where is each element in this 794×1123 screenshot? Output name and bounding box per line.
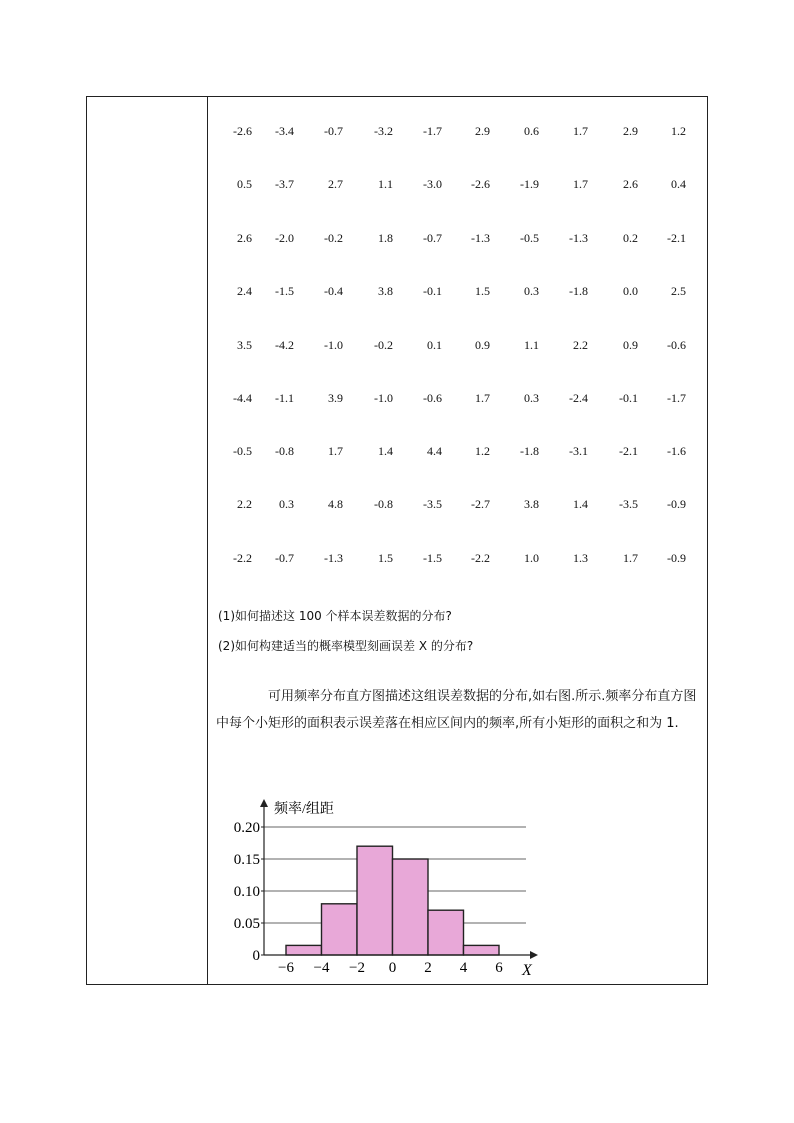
data-cell: 2.9 xyxy=(475,124,490,138)
data-cell: -0.8 xyxy=(374,497,393,511)
data-cell: -0.9 xyxy=(667,497,686,511)
data-cell: -1.5 xyxy=(275,284,294,298)
x-tick-label: −4 xyxy=(313,960,330,976)
data-cell: 1.5 xyxy=(475,284,490,298)
y-tick-label: 0.10 xyxy=(233,884,260,900)
data-row xyxy=(208,548,707,568)
data-cell: -1.0 xyxy=(324,338,343,352)
data-cell: 4.8 xyxy=(328,497,343,511)
data-cell: -1.3 xyxy=(471,231,490,245)
data-cell: 0.9 xyxy=(623,338,638,352)
data-cell: -3.1 xyxy=(569,444,588,458)
x-tick-label: −6 xyxy=(278,960,294,976)
data-cell: 2.6 xyxy=(237,231,252,245)
data-cell: 1.4 xyxy=(378,444,393,458)
explanation-text: 可用频率分布直方图描述这组误差数据的分布,如右图.所示.频率分布直方图中每个小矩形的面积表示误差落在相应区间内的频率,所有小矩形的面积之和为 1. xyxy=(216,689,697,731)
data-row xyxy=(208,441,707,461)
data-cell: 2.4 xyxy=(237,284,252,298)
data-cell: -0.8 xyxy=(275,444,294,458)
data-cell: 3.8 xyxy=(524,497,539,511)
x-tick-label: 2 xyxy=(424,960,432,976)
y-axis-label: 频率/组距 xyxy=(274,802,334,817)
data-cell: -0.6 xyxy=(667,338,686,352)
data-cell: 1.4 xyxy=(573,497,588,511)
data-cell: 1.5 xyxy=(378,551,393,565)
data-cell: -2.1 xyxy=(619,444,638,458)
data-row xyxy=(208,281,707,301)
data-cell: 1.2 xyxy=(671,124,686,138)
histogram-bar xyxy=(428,910,464,955)
data-cell: -1.1 xyxy=(275,391,294,405)
y-tick-label: 0.15 xyxy=(233,852,260,868)
histogram-bar xyxy=(357,846,393,955)
data-cell: -0.1 xyxy=(423,284,442,298)
data-cell: -0.9 xyxy=(667,551,686,565)
data-cell: 1.0 xyxy=(524,551,539,565)
x-axis-label: X xyxy=(522,962,532,979)
data-cell: 1.7 xyxy=(328,444,343,458)
data-cell: 2.7 xyxy=(328,177,343,191)
data-cell: -1.5 xyxy=(423,551,442,565)
data-cell: 0.2 xyxy=(623,231,638,245)
x-axis-arrow xyxy=(530,951,538,959)
data-cell: 1.7 xyxy=(623,551,638,565)
data-cell: -3.0 xyxy=(423,177,442,191)
data-cell: -0.5 xyxy=(520,231,539,245)
data-cell: 0.0 xyxy=(623,284,638,298)
data-cell: -2.6 xyxy=(471,177,490,191)
histogram-bar xyxy=(393,859,429,955)
data-cell: -1.7 xyxy=(667,391,686,405)
data-cell: -0.2 xyxy=(374,338,393,352)
data-cell: -0.7 xyxy=(423,231,442,245)
histogram-bar xyxy=(322,904,358,955)
data-cell: -2.0 xyxy=(275,231,294,245)
data-cell: 0.3 xyxy=(279,497,294,511)
histogram-bar xyxy=(286,945,322,955)
histogram-bar xyxy=(464,945,500,955)
data-row xyxy=(208,494,707,514)
data-cell: 0.4 xyxy=(671,177,686,191)
data-cell: -0.5 xyxy=(233,444,252,458)
data-cell: -1.7 xyxy=(423,124,442,138)
data-cell: -2.2 xyxy=(471,551,490,565)
data-cell: -1.6 xyxy=(667,444,686,458)
data-row xyxy=(208,228,707,248)
data-cell: -1.3 xyxy=(569,231,588,245)
explanation-paragraph xyxy=(216,683,698,737)
x-tick-label: 6 xyxy=(495,960,503,976)
data-cell: -0.7 xyxy=(324,124,343,138)
y-axis-arrow xyxy=(260,799,268,807)
data-cell: -3.5 xyxy=(423,497,442,511)
data-cell: 3.8 xyxy=(378,284,393,298)
data-cell: 3.9 xyxy=(328,391,343,405)
data-cell: 0.6 xyxy=(524,124,539,138)
data-row xyxy=(208,335,707,355)
x-tick-label: 0 xyxy=(388,960,397,976)
data-cell: 1.3 xyxy=(573,551,588,565)
data-cell: -2.2 xyxy=(233,551,252,565)
data-cell: 4.4 xyxy=(427,444,442,458)
data-cell: 1.1 xyxy=(524,338,539,352)
data-cell: -1.8 xyxy=(520,444,539,458)
data-cell: -0.1 xyxy=(619,391,638,405)
data-cell: -1.0 xyxy=(374,391,393,405)
data-cell: 2.2 xyxy=(237,497,252,511)
data-cell: -3.2 xyxy=(374,124,393,138)
data-cell: 1.7 xyxy=(573,177,588,191)
data-cell: -0.6 xyxy=(423,391,442,405)
data-row xyxy=(208,121,707,141)
data-cell: -2.6 xyxy=(233,124,252,138)
data-cell: 0.3 xyxy=(524,391,539,405)
data-cell: 1.2 xyxy=(475,444,490,458)
data-cell: -3.5 xyxy=(619,497,638,511)
data-cell: 1.8 xyxy=(378,231,393,245)
data-row xyxy=(208,388,707,408)
data-row xyxy=(208,174,707,194)
data-cell: -1.9 xyxy=(520,177,539,191)
data-cell: 2.6 xyxy=(623,177,638,191)
data-cell: -2.7 xyxy=(471,497,490,511)
data-cell: 0.3 xyxy=(524,284,539,298)
y-tick-label: 0.05 xyxy=(233,916,260,932)
x-tick-label: −2 xyxy=(349,960,365,976)
data-cell: 3.5 xyxy=(237,338,252,352)
content-table xyxy=(86,96,708,985)
data-cell: -2.1 xyxy=(667,231,686,245)
histogram-svg xyxy=(208,797,538,987)
data-cell: -0.2 xyxy=(324,231,343,245)
data-cell: -3.7 xyxy=(275,177,294,191)
data-cell: -3.4 xyxy=(275,124,294,138)
data-cell: 1.7 xyxy=(573,124,588,138)
right-cell xyxy=(208,97,707,984)
y-tick-label: 0.20 xyxy=(233,820,260,836)
histogram-chart xyxy=(208,797,538,987)
y-tick-label: 0 xyxy=(252,948,260,964)
data-cell: 0.5 xyxy=(237,177,252,191)
question-2: (2)如何构建适当的概率模型刻画误差 X 的分布? xyxy=(218,639,474,653)
question-1: (1)如何描述这 100 个样本误差数据的分布? xyxy=(218,609,452,623)
data-cell: -4.4 xyxy=(233,391,252,405)
data-cell: 2.2 xyxy=(573,338,588,352)
data-cell: 2.5 xyxy=(671,284,686,298)
data-cell: 1.1 xyxy=(378,177,393,191)
data-cell: -0.7 xyxy=(275,551,294,565)
data-cell: -1.8 xyxy=(569,284,588,298)
data-cell: 0.1 xyxy=(427,338,442,352)
data-cell: -0.4 xyxy=(324,284,343,298)
data-cell: -1.3 xyxy=(324,551,343,565)
data-cell: -2.4 xyxy=(569,391,588,405)
data-cell: 1.7 xyxy=(475,391,490,405)
data-cell: 0.9 xyxy=(475,338,490,352)
x-tick-label: 4 xyxy=(459,960,468,976)
data-cell: -4.2 xyxy=(275,338,294,352)
left-cell xyxy=(87,97,208,984)
data-cell: 2.9 xyxy=(623,124,638,138)
